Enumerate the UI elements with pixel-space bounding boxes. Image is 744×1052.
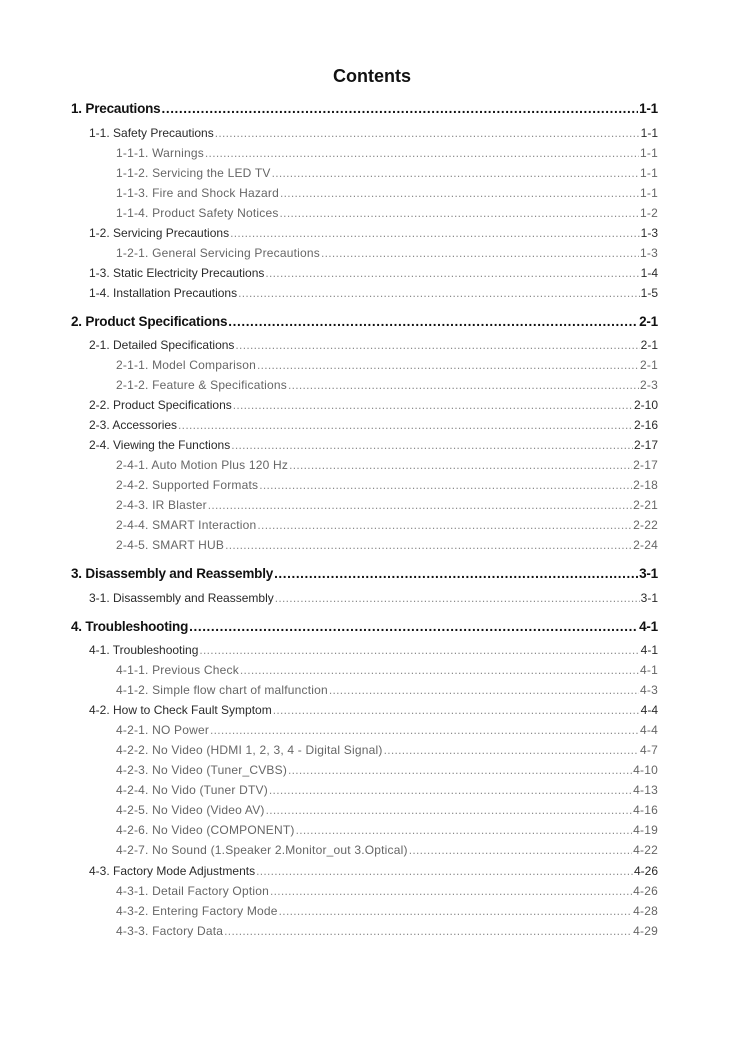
toc-item[interactable]: [116, 146, 658, 160]
toc-item[interactable]: [116, 823, 658, 837]
toc-entry-label: 1-4. Installation Precautions: [89, 286, 238, 300]
toc-page-number: 4-7: [640, 743, 658, 757]
toc-page-number: 4-26: [633, 884, 658, 898]
dot-leader: [208, 498, 632, 512]
toc-entry-label: 2-4-5. SMART HUB: [116, 538, 225, 552]
dot-leader: [238, 286, 640, 300]
toc-page-number: 4-22: [633, 843, 658, 857]
toc-entry-label: 4-3. Factory Mode Adjustments: [89, 864, 256, 878]
toc-entry-label: 2-4-2. Supported Formats: [116, 478, 259, 492]
toc-item[interactable]: [116, 358, 658, 372]
dot-leader: [274, 566, 638, 581]
dot-leader: [269, 783, 632, 797]
toc-page-number: 1-4: [640, 266, 658, 280]
dot-leader: [288, 378, 639, 392]
dot-leader: [162, 101, 639, 116]
toc-item[interactable]: [116, 743, 658, 757]
toc-item[interactable]: [116, 538, 658, 552]
toc-entry-label: 4-2-3. No Video (Tuner_CVBS): [116, 763, 288, 777]
toc-item[interactable]: [116, 206, 658, 220]
toc-page-number: 2-17: [633, 458, 658, 472]
dot-leader: [224, 924, 632, 938]
dot-leader: [210, 723, 639, 737]
toc-page-number: 4-19: [633, 823, 658, 837]
toc-page-number: 1-1: [640, 126, 658, 140]
toc-page-number: 4-13: [633, 783, 658, 797]
dot-leader: [215, 126, 640, 140]
toc-subsection[interactable]: [89, 438, 658, 452]
toc-entry-label: 1-3. Static Electricity Precautions: [89, 266, 265, 280]
dot-leader: [265, 266, 639, 280]
toc-page-number: 2-17: [633, 438, 658, 452]
toc-item[interactable]: [116, 683, 658, 697]
toc-entry-label: 2-2. Product Specifications: [89, 398, 232, 412]
toc-item[interactable]: [116, 783, 658, 797]
toc-item[interactable]: [116, 166, 658, 180]
toc-item[interactable]: [116, 663, 658, 677]
toc-page-number: 4-26: [633, 864, 658, 878]
toc-entry-label: 3-1. Disassembly and Reassembly: [89, 591, 274, 605]
toc-page-number: 2-16: [633, 418, 658, 432]
toc-page-number: 4-4: [640, 723, 658, 737]
toc-page-number: 1-1: [639, 101, 658, 116]
toc-item[interactable]: [116, 378, 658, 392]
dot-leader: [409, 843, 632, 857]
dot-leader: [280, 186, 639, 200]
toc-page-number: 4-16: [633, 803, 658, 817]
toc-page-number: 2-3: [640, 378, 658, 392]
toc-subsection[interactable]: [89, 338, 658, 352]
dot-leader: [228, 314, 638, 329]
toc-subsection[interactable]: [89, 864, 658, 878]
toc-subsection[interactable]: [89, 266, 658, 280]
toc-page-number: 2-22: [633, 518, 658, 532]
toc-entry-label: 2. Product Specifications: [71, 314, 228, 329]
toc-entry-label: 4-2-7. No Sound (1.Speaker 2.Monitor_out 3.Optical): [116, 843, 408, 857]
dot-leader: [259, 478, 632, 492]
toc-item[interactable]: [116, 518, 658, 532]
dot-leader: [199, 643, 639, 657]
toc-page-number: 2-18: [633, 478, 658, 492]
toc-entry-label: 1-2-1. General Servicing Precautions: [116, 246, 320, 260]
dot-leader: [270, 884, 632, 898]
toc-page-number: 3-1: [640, 591, 658, 605]
toc-page-number: 1-3: [640, 226, 658, 240]
toc-section[interactable]: [71, 314, 658, 329]
toc-subsection[interactable]: [89, 418, 658, 432]
dot-leader: [279, 904, 633, 918]
toc-entry-label: 4. Troubleshooting: [71, 619, 189, 634]
toc-entry-label: 1-1-4. Product Safety Notices: [116, 206, 279, 220]
toc-item[interactable]: [116, 843, 658, 857]
toc-entry-label: 2-3. Accessories: [89, 418, 178, 432]
toc-entry-label: 2-4. Viewing the Functions: [89, 438, 231, 452]
toc-entry-label: 4-1-2. Simple flow chart of malfunction: [116, 683, 328, 697]
dot-leader: [321, 246, 639, 260]
dot-leader: [225, 538, 632, 552]
toc-page-number: 4-1: [640, 643, 658, 657]
toc-page-number: 4-1: [639, 619, 658, 634]
toc-entry-label: 4-2-5. No Video (Video AV): [116, 803, 265, 817]
page-title: Contents: [333, 66, 411, 86]
toc-entry-label: 4-3-3. Factory Data: [116, 924, 224, 938]
toc-item[interactable]: [116, 904, 658, 918]
toc-page-number: 4-10: [633, 763, 658, 777]
toc-entry-label: 4-2-6. No Video (COMPONENT): [116, 823, 295, 837]
dot-leader: [178, 418, 633, 432]
toc-subsection[interactable]: [89, 703, 658, 717]
toc-page-number: 1-1: [640, 146, 658, 160]
toc-page-number: 1-1: [640, 186, 658, 200]
toc-entry-label: 2-1-1. Model Comparison: [116, 358, 256, 372]
dot-leader: [189, 619, 638, 634]
dot-leader: [329, 683, 639, 697]
toc-section[interactable]: [71, 101, 658, 116]
toc-page-number: 1-1: [640, 166, 658, 180]
dot-leader: [280, 206, 640, 220]
dot-leader: [384, 743, 639, 757]
toc-item[interactable]: [116, 458, 658, 472]
toc-section[interactable]: [71, 619, 658, 634]
dot-leader: [266, 803, 633, 817]
toc-item[interactable]: [116, 478, 658, 492]
toc-entry-label: 1. Precautions: [71, 101, 161, 116]
dot-leader: [240, 663, 639, 677]
toc-item[interactable]: [116, 246, 658, 260]
toc-page-number: 2-10: [633, 398, 658, 412]
toc-entry-label: 4-2-2. No Video (HDMI 1, 2, 3, 4 - Digital Signal): [116, 743, 383, 757]
toc-item[interactable]: [116, 186, 658, 200]
dot-leader: [231, 438, 633, 452]
toc-page-number: 1-3: [640, 246, 658, 260]
dot-leader: [288, 763, 632, 777]
toc-entry-label: 4-3-2. Entering Factory Mode: [116, 904, 278, 918]
toc-page-number: 2-1: [639, 314, 658, 329]
toc-entry-label: 2-1. Detailed Specifications: [89, 338, 235, 352]
toc-entry-label: 1-1-3. Fire and Shock Hazard: [116, 186, 280, 200]
toc-page-number: 4-1: [640, 663, 658, 677]
dot-leader: [233, 398, 633, 412]
dot-leader: [235, 338, 639, 352]
toc-entry-label: 4-2. How to Check Fault Symptom: [89, 703, 272, 717]
toc-entry-label: 1-1. Safety Precautions: [89, 126, 214, 140]
toc-item[interactable]: [116, 924, 658, 938]
toc-subsection[interactable]: [89, 126, 658, 140]
toc-page-number: 1-5: [640, 286, 658, 300]
toc-page-number: 4-29: [633, 924, 658, 938]
toc-entry-label: 4-2-1. NO Power: [116, 723, 210, 737]
dot-leader: [257, 358, 639, 372]
toc-entry-label: 1-2. Servicing Precautions: [89, 226, 230, 240]
toc-entry-label: 4-3-1. Detail Factory Option: [116, 884, 269, 898]
toc-page-number: 2-24: [633, 538, 658, 552]
dot-leader: [273, 703, 640, 717]
toc-item[interactable]: [116, 723, 658, 737]
toc-page-number: 2-1: [640, 338, 658, 352]
toc-subsection[interactable]: [89, 226, 658, 240]
toc-item[interactable]: [116, 498, 658, 512]
dot-leader: [257, 518, 632, 532]
toc-entry-label: 4-1. Troubleshooting: [89, 643, 199, 657]
toc-page-number: 4-3: [640, 683, 658, 697]
toc-subsection[interactable]: [89, 286, 658, 300]
toc-entry-label: 2-4-1. Auto Motion Plus 120 Hz: [116, 458, 289, 472]
toc-page-number: 3-1: [639, 566, 658, 581]
toc-entry-label: 2-4-3. IR Blaster: [116, 498, 207, 512]
toc-item[interactable]: [116, 803, 658, 817]
toc-item[interactable]: [116, 884, 658, 898]
toc-entry-label: 4-1-1. Previous Check: [116, 663, 239, 677]
toc-subsection[interactable]: [89, 398, 658, 412]
toc-item[interactable]: [116, 763, 658, 777]
dot-leader: [256, 864, 633, 878]
dot-leader: [205, 146, 639, 160]
toc-entry-label: 1-1-2. Servicing the LED TV: [116, 166, 271, 180]
toc-subsection[interactable]: [89, 591, 658, 605]
toc-subsection[interactable]: [89, 643, 658, 657]
dot-leader: [230, 226, 640, 240]
toc-page-number: 4-4: [640, 703, 658, 717]
toc-entry-label: 3. Disassembly and Reassembly: [71, 566, 274, 581]
dot-leader: [272, 166, 639, 180]
toc-entry-label: 2-1-2. Feature & Specifications: [116, 378, 287, 392]
toc-page-number: 4-28: [633, 904, 658, 918]
toc-entry-label: 4-2-4. No Vido (Tuner DTV): [116, 783, 268, 797]
toc-page-number: 2-21: [633, 498, 658, 512]
toc-page-number: 1-2: [640, 206, 658, 220]
dot-leader: [275, 591, 640, 605]
dot-leader: [296, 823, 633, 837]
dot-leader: [289, 458, 632, 472]
toc-entry-label: 1-1-1. Warnings: [116, 146, 204, 160]
toc-section[interactable]: [71, 566, 658, 581]
toc-entry-label: 2-4-4. SMART Interaction: [116, 518, 257, 532]
toc-page-number: 2-1: [640, 358, 658, 372]
